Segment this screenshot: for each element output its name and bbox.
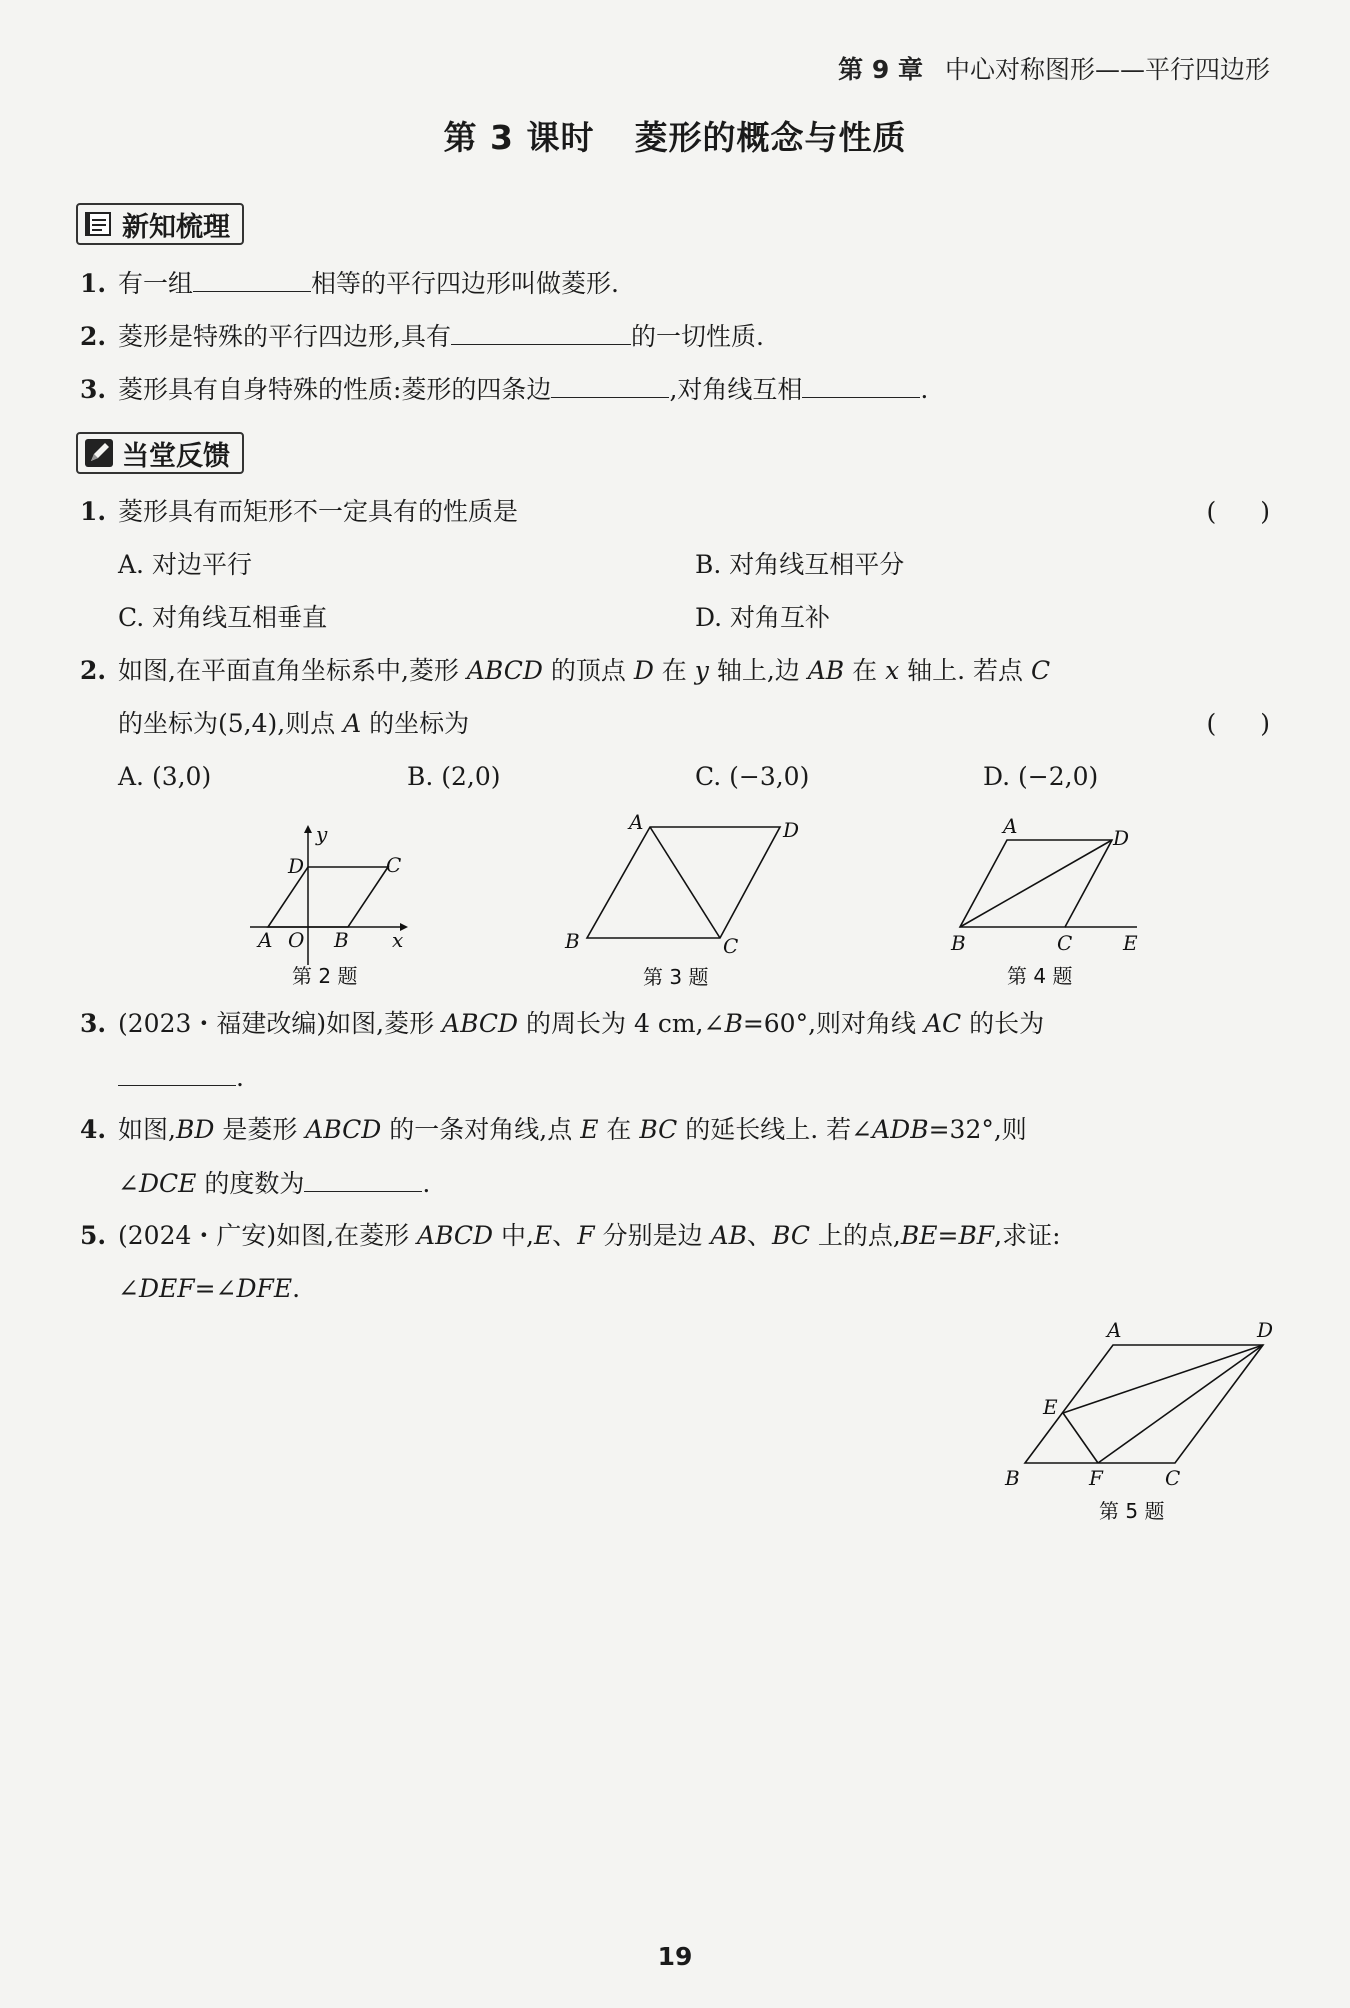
label-e: E [1043, 1395, 1058, 1419]
item-text: 的一切性质. [630, 322, 764, 351]
label-a: A [1003, 814, 1018, 838]
label-e: E [1123, 931, 1138, 955]
answer-blank[interactable] [193, 263, 311, 292]
question-number: 5. [80, 1221, 107, 1250]
chapter-label: 第 9 章 [838, 55, 923, 84]
segment-ef [1063, 1413, 1098, 1463]
label-a: A [629, 810, 644, 834]
math-var: AB [807, 656, 845, 685]
question-text: . [422, 1169, 431, 1198]
question-text: 如图, [118, 1115, 176, 1144]
answer-blank[interactable] [802, 369, 920, 398]
question-number: 2. [80, 656, 107, 685]
option-b[interactable]: B. (2,0) [407, 762, 501, 791]
rhombus-abcd [268, 867, 388, 927]
item-text: 有一组 [118, 269, 194, 298]
diagonal-ac [650, 827, 720, 938]
item-text: 相等的平行四边形叫做菱形. [311, 269, 619, 298]
math-var: BE [900, 1221, 938, 1250]
figure-3 [555, 805, 825, 995]
math-var: ABCD [305, 1115, 382, 1144]
figure-caption: 第 4 题 [1007, 964, 1073, 988]
item-number: 2. [80, 322, 107, 351]
option-c[interactable]: C. (−3,0) [695, 762, 810, 791]
answer-blank[interactable] [118, 1057, 236, 1086]
option-a[interactable]: A. (3,0) [118, 762, 212, 791]
question-text: 的一条对角线,点 [381, 1115, 581, 1144]
answer-blank[interactable] [304, 1163, 422, 1192]
question-text: 的长为 [961, 1009, 1045, 1038]
y-axis-arrow [304, 825, 312, 833]
math-var: DCE [138, 1169, 197, 1198]
question-text: 如图,在平面直角坐标系中,菱形 [118, 656, 467, 685]
item-text: ,对角线互相 [669, 375, 803, 404]
math-var: BF [958, 1221, 995, 1250]
question-text: = [937, 1221, 959, 1250]
math-var: ABCD [466, 656, 543, 685]
math-var: DFE [236, 1274, 293, 1303]
question-text: 、 [552, 1221, 578, 1250]
math-var: C [1030, 656, 1051, 685]
rhombus-abcd [587, 827, 780, 938]
question-text: 在 [653, 656, 695, 685]
question-text: 的延长线上. 若∠ [677, 1115, 873, 1144]
label-c: C [1057, 931, 1073, 955]
question-4-line-2 [118, 1163, 1270, 1204]
pencil-icon [84, 438, 114, 468]
chapter-subject: 中心对称图形——平行四边形 [944, 55, 1270, 84]
math-var: x [885, 656, 900, 685]
label-a: A [1107, 1318, 1122, 1342]
question-text: 的度数为 [196, 1169, 305, 1198]
label-c: C [723, 934, 739, 958]
label-b: B [565, 929, 580, 953]
label-d: D [1257, 1318, 1274, 1342]
question-text: 、 [746, 1221, 772, 1250]
question-5-line-2 [118, 1269, 1270, 1309]
running-head [838, 50, 1270, 86]
question-text: 在 [844, 656, 886, 685]
math-var: B [724, 1009, 743, 1038]
answer-blank[interactable] [451, 316, 631, 345]
item-number: 3. [80, 375, 107, 404]
question-text: . [236, 1063, 244, 1092]
label-d: D [1113, 826, 1130, 850]
math-var: A [343, 709, 362, 738]
question-text: 轴上. 若点 [899, 656, 1031, 685]
question-text: 的坐标为 [361, 709, 470, 738]
question-text: 分别是边 [594, 1221, 711, 1250]
knowledge-item-3 [80, 369, 1270, 410]
knowledge-item-2 [80, 316, 1270, 357]
question-text: (2024・广安)如图,在菱形 [118, 1221, 418, 1250]
math-var: D [633, 656, 654, 685]
math-var: BC [639, 1115, 678, 1144]
segment-df [1098, 1345, 1263, 1463]
question-text: 在 [598, 1115, 640, 1144]
label-c: C [1165, 1466, 1181, 1490]
math-var: ADB [872, 1115, 929, 1144]
question-text: 轴上,边 [708, 656, 808, 685]
section-header-class-feedback [76, 432, 244, 474]
item-number: 1. [80, 269, 107, 298]
figure-caption: 第 5 题 [1099, 1499, 1165, 1523]
figure-caption: 第 2 题 [292, 964, 358, 988]
question-number: 3. [80, 1009, 107, 1038]
question-text: ,求证: [994, 1221, 1061, 1250]
lesson-topic: 菱形的概念与性质 [634, 118, 907, 157]
label-x: x [392, 928, 404, 952]
math-var: AC [923, 1009, 962, 1038]
question-2-line-2 [118, 704, 1270, 744]
label-b: B [1005, 1466, 1020, 1490]
item-text: 菱形具有自身特殊的性质:菱形的四条边 [118, 375, 552, 404]
option-d[interactable]: D. (−2,0) [983, 762, 1099, 791]
option-a[interactable]: A. 对边平行 [118, 550, 252, 579]
question-number: 4. [80, 1115, 107, 1144]
question-text: =∠ [194, 1274, 237, 1303]
question-text: 的周长为 4 cm,∠ [518, 1009, 725, 1038]
figure-5 [995, 1315, 1290, 1530]
label-a: A [258, 928, 273, 952]
option-b[interactable]: B. 对角线互相平分 [695, 550, 905, 579]
notebook-icon [84, 209, 114, 239]
option-c[interactable]: C. 对角线互相垂直 [118, 603, 328, 632]
math-var: E [580, 1115, 599, 1144]
label-d: D [288, 854, 305, 878]
section-label: 当堂反馈 [122, 440, 230, 472]
item-text: . [920, 375, 929, 404]
segment-de [1063, 1345, 1263, 1413]
question-text: 上的点, [809, 1221, 901, 1250]
question-text: ∠ [118, 1274, 139, 1303]
math-var: DEF [138, 1274, 195, 1303]
lesson-number: 第 3 课时 [443, 118, 595, 157]
answer-paren[interactable]: ( ) [1206, 497, 1270, 526]
question-number: 1. [80, 497, 107, 526]
answer-blank[interactable] [551, 369, 669, 398]
question-text: 的顶点 [542, 656, 634, 685]
question-text: (2023・福建改编)如图,菱形 [118, 1009, 443, 1038]
math-var: AB [710, 1221, 747, 1250]
lesson-title [0, 112, 1350, 159]
question-3 [80, 1004, 1270, 1044]
question-text: 的坐标为(5,4),则点 [118, 709, 344, 738]
math-var: ABCD [442, 1009, 519, 1038]
label-y: y [316, 822, 328, 846]
question-text: 是菱形 [214, 1115, 306, 1144]
question-text: ∠ [118, 1169, 139, 1198]
math-var: y [694, 656, 709, 685]
figure-4 [945, 805, 1155, 995]
question-3-line-2 [118, 1057, 1270, 1098]
rhombus-abcd [1025, 1345, 1263, 1463]
question-text: =32°,则 [928, 1115, 1027, 1144]
question-4 [80, 1110, 1270, 1150]
label-c: C [386, 853, 402, 877]
label-b: B [951, 931, 966, 955]
item-text: 菱形是特殊的平行四边形,具有 [118, 322, 451, 351]
label-o: O [288, 928, 305, 952]
label-d: D [783, 818, 800, 842]
knowledge-item-1 [80, 263, 1270, 304]
figure-2 [240, 815, 440, 995]
answer-paren[interactable]: ( ) [1206, 709, 1270, 738]
math-var: E [534, 1221, 553, 1250]
option-d[interactable]: D. 对角互补 [695, 603, 831, 632]
question-5 [80, 1216, 1270, 1256]
question-text: . [292, 1274, 301, 1303]
section-header-new-knowledge [76, 203, 244, 245]
figure-caption: 第 3 题 [643, 965, 709, 989]
question-stem: 菱形具有而矩形不一定具有的性质是 [118, 497, 519, 526]
math-var: F [577, 1221, 595, 1250]
math-var: BD [175, 1115, 215, 1144]
math-var: ABCD [417, 1221, 494, 1250]
label-b: B [334, 928, 349, 952]
page-number: 19 [657, 1942, 693, 1971]
question-1 [80, 492, 1270, 532]
question-text: 中, [493, 1221, 534, 1250]
question-text: =60°,则对角线 [742, 1009, 924, 1038]
math-var: BC [771, 1221, 810, 1250]
section-label: 新知梳理 [122, 211, 230, 243]
question-2-line-1 [80, 651, 1270, 691]
label-f: F [1089, 1466, 1103, 1490]
